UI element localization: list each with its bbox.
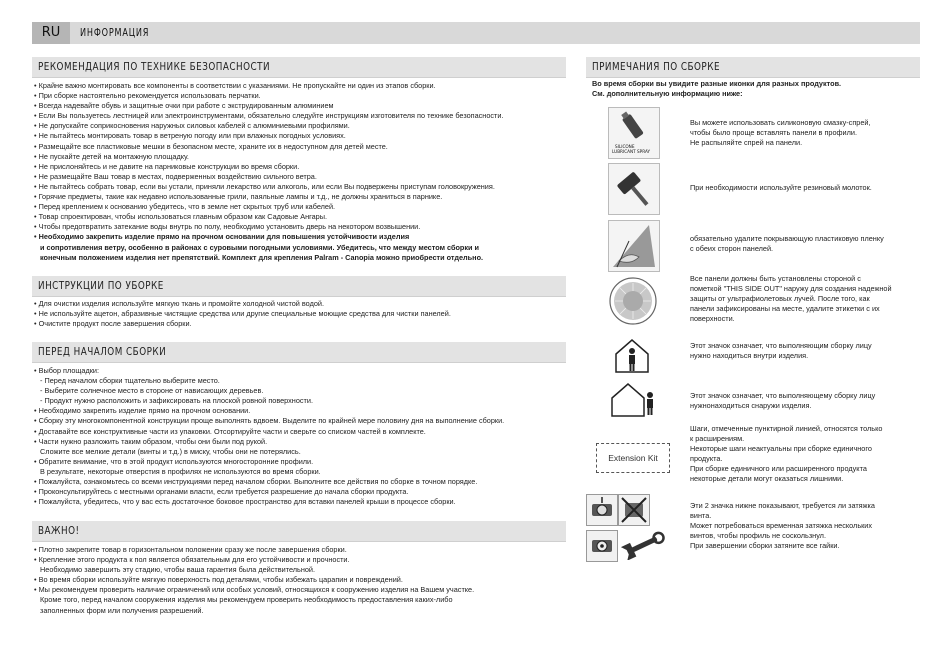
safety-item: • Товар спроектирован, чтобы использоваться главным образом как Садовые Ангары. — [34, 212, 504, 222]
important-section-header — [32, 521, 566, 542]
before-list — [34, 366, 504, 507]
safety-item: • Не допускайте соприкосновения наружных силовых кабелей с алюминиевыми профилями. — [34, 121, 504, 131]
safety-item: • При сборке настоятельно рекомендуется использовать перчатки. — [34, 91, 504, 101]
page-title: ИНФОРМАЦИЯ — [80, 26, 150, 39]
notes-section-header — [586, 57, 920, 78]
important-item: • Мы рекомендуем проверить наличие ограничений или особых условий, относящихся к сооружению изделия на Вашем участке. — [34, 585, 474, 595]
note-outside-text — [690, 391, 920, 411]
note-line: продукта. — [690, 454, 723, 463]
safety-item: • Если Вы пользуетесь лестницей или электроинструментами, обязательно следуйте инструкциям изготовителя по технике безопасности. — [34, 111, 504, 121]
note-line: При завершении сборки затяните все гайки. — [690, 541, 840, 550]
important-item: • Плотно закрепите товар в горизонтальном положении сразу же после завершения сборки. — [34, 545, 474, 555]
person-inside-icon — [612, 336, 652, 376]
safety-item: • Перед креплением к основанию убедитесь, что в земле нет скрытых труб или кабелей. — [34, 202, 504, 212]
safety-item: • Чтобы предотвратить затекание воды внутрь по полу, необходимо установить дверь на некотором возвышении. — [34, 222, 504, 232]
note-extension-text — [690, 424, 920, 484]
note-line: винта. — [690, 511, 712, 520]
before-item: - Выберите солнечное место в стороне от нависающих деревьев. — [40, 386, 264, 396]
safety-warning-line: конечным положением изделия нет препятствий. Комплект для крепления Palram - Canopia можно приобрести отдельно. — [40, 252, 484, 262]
cleaning-item: • Очистите продукт после завершения сборки. — [34, 319, 451, 329]
note-line: некоторые детали могут оказаться лишними. — [690, 474, 844, 483]
important-item: • Во время сборки используйте мягкую поверхность под деталями, чтобы избежать царапин и повреждений. — [34, 575, 474, 585]
cleaning-section-header — [32, 276, 566, 297]
safety-item: • Не пытайтесь собрать товар, если вы устали, приняли лекарство или алкоголь, или если Вы подвержены приступам головокружения. — [34, 182, 504, 192]
safety-item: • Не пускайте детей на монтажную площадку. — [34, 152, 504, 162]
safety-section-header — [32, 57, 566, 78]
note-line: к расширениям. — [690, 434, 745, 443]
note-line: При сборке единичного или расширенного продукта — [690, 464, 867, 473]
notes-intro-line: Во время сборки вы увидите разные иконки для разных продуктов. — [592, 79, 842, 88]
note-line: Не распыляйте спрей на панели. — [690, 138, 803, 147]
important-section-title: ВАЖНО! — [38, 524, 80, 537]
important-item: заполненных форм или получения разрешений. — [40, 605, 204, 615]
note-line: нужнонаходиться снаружи изделия. — [690, 401, 812, 410]
note-line: Все панели должны быть установлены стороной с — [690, 274, 861, 283]
notes-section-title: ПРИМЕЧАНИЯ ПО СБОРКЕ — [592, 60, 720, 73]
note-spray-text — [690, 118, 920, 148]
before-section-header — [32, 342, 566, 363]
note-line: Некоторые шаги неактуальны при сборке единичного — [690, 444, 872, 453]
header-bar — [32, 22, 920, 44]
safety-item: • Размещайте все пластиковые мешки в безопасном месте, храните их в недоступном для детей месте. — [34, 142, 504, 152]
note-line: Шаги, отмеченные пунктирной линией, относятся только — [690, 424, 883, 433]
safety-list — [34, 81, 504, 263]
extension-kit-badge: Extension Kit — [596, 443, 670, 473]
before-item: • Пожалуйста, ознакомьтесь со всеми инструкциями перед началом сборки. Выполните все действия по сборке в точном порядке. — [34, 477, 504, 487]
note-line: нужно находиться внутри изделия. — [690, 351, 809, 360]
note-line: поверхности. — [690, 314, 735, 323]
safety-item: • Не пытайтесь монтировать товар в ветреную погоду или при влажных погодных условиях. — [34, 131, 504, 141]
safety-item: • Не прислоняйтесь и не давите на парниковые конструкции во время сборки. — [34, 162, 504, 172]
note-line: с обеих сторон панелей. — [690, 244, 774, 253]
note-line: Эти 2 значка нижне показывают, требуется ли затяжка — [690, 501, 875, 510]
person-outside-icon — [610, 380, 658, 420]
before-item: • Проконсультируйтесь с местными органами власти, если требуется разрешение до начала сборки продукта. — [34, 487, 504, 497]
safety-warning-line: • Необходимо закрепить изделие прямо на прочном основании для повышения устойчивости изделия — [34, 232, 504, 242]
note-line: Вы можете использовать силиконовую смазку-спрей, — [690, 118, 871, 127]
silicone-spray-icon — [608, 107, 660, 159]
note-inside-text — [690, 341, 920, 361]
before-item: Сложите все мелкие детали (винты и т.д.) в миску, чтобы они не потерялись. — [40, 446, 301, 456]
notes-intro-line: См. дополнительную информацию ниже: — [592, 89, 743, 98]
wrench-icon — [618, 530, 666, 560]
no-wrench-icon — [618, 494, 650, 526]
spray-label-line: SILICONE — [615, 144, 635, 149]
cleaning-item: • Для очистки изделия используйте мягкую ткань и промойте холодной чистой водой. — [34, 299, 451, 309]
safety-item: • Крайне важно монтировать все компоненты в соответствии с указаниями. Не пропускайте ни один из этапов сборки. — [34, 81, 504, 91]
before-section-title: ПЕРЕД НАЧАЛОМ СБОРКИ — [38, 345, 167, 358]
sun-uv-icon — [608, 276, 658, 326]
cleaning-item: • Не используйте ацетон, абразивные чистящие средства или другие специальные моющие средства для чистки панелей. — [34, 309, 451, 319]
note-line: пометкой "THIS SIDE OUT" наружу для создания надежной — [690, 284, 892, 293]
before-item: • Обратите внимание, что в этой продукт используются многосторонние профили. — [34, 457, 504, 467]
note-mallet-text — [690, 183, 920, 193]
before-item: • Доставайте все конструктивные части из упаковки. Отсортируйте части и сверьте со списком частей в комплекте. — [34, 427, 504, 437]
note-line: Может потребоваться временная затяжка нескольких — [690, 521, 873, 530]
safety-warning-line: и сопротивления ветру, особенно в районах с суровыми погодными условиями. Убедитесь, что между местом сборки и — [40, 242, 480, 252]
screw-loose-icon — [586, 494, 618, 526]
safety-section-title: РЕКОМЕНДАЦИЯ ПО ТЕХНИКЕ БЕЗОПАСНОСТИ — [38, 60, 271, 73]
rubber-mallet-icon — [608, 163, 660, 215]
peel-film-icon — [608, 220, 660, 272]
before-item: - Перед началом сборки тщательно выберите место. — [40, 376, 220, 386]
note-film-text — [690, 234, 920, 254]
screw-tight-icon — [586, 530, 618, 562]
cleaning-section-title: ИНСТРУКЦИИ ПО УБОРКЕ — [38, 279, 164, 292]
before-item: • Необходимо закрепить изделие прямо на прочном основании. — [34, 406, 504, 416]
before-item: • Части нужно разложить таким образом, чтобы они были под рукой. — [34, 437, 504, 447]
note-line: Этот значок означает, что выполняющему сборку лицу — [690, 391, 876, 400]
note-line: защиты от ультрафиолетовых лучей. После того, как — [690, 294, 870, 303]
note-line: Этот значок означает, что выполняющим сборку лицу — [690, 341, 872, 350]
cleaning-list — [34, 299, 451, 329]
note-line: обязательно удалите покрывающую пластиковую пленку — [690, 234, 884, 243]
important-list — [34, 545, 474, 616]
note-uv-text — [690, 274, 920, 324]
language-badge: RU — [32, 22, 70, 44]
notes-intro — [592, 79, 912, 99]
spray-label-line: LUBRICANT SPRAY — [612, 149, 651, 154]
before-item: • Выбор площадки: — [34, 366, 504, 376]
before-item: • Сборку эту многокомпонентной конструкции проще выполнять вдвоем. Выделите по крайней мере половину дня на выполнение сборки. — [34, 416, 504, 426]
before-item: • Пожалуйста, убедитесь, что у вас есть достаточное боковое пространство для вставки панелей крыши в процессе сборки. — [34, 497, 504, 507]
before-item: - Продукт нужно расположить и зафиксировать на плоской ровной поверхности. — [40, 396, 313, 406]
safety-item: • Всегда надевайте обувь и защитные очки при работе с экструдированным алюминием — [34, 101, 504, 111]
important-item: Кроме того, перед началом сооружения изделия мы рекомендуем проверить необходимость предоставления каких-либо — [40, 595, 453, 605]
note-line: панели зафиксированы на месте, удалите этикетки с их — [690, 304, 880, 313]
important-item: • Крепление этого продукта к пол является обязательным для его устойчивости и прочности. — [34, 555, 474, 565]
note-line: чтобы было проще вставлять панели в профили. — [690, 128, 857, 137]
note-screw-text — [690, 501, 920, 551]
safety-item: • Не размещайте Ваш товар в местах, подверженных воздействию сильного ветра. — [34, 172, 504, 182]
note-line: винтов, чтобы профиль не соскользнул. — [690, 531, 826, 540]
safety-item: • Горячие предметы, такие как недавно использованные грили, паяльные лампы и т.д., не должны храниться в парнике. — [34, 192, 504, 202]
before-item: В результате, некоторые отверстия в профилях не используются во время сборки. — [40, 466, 321, 476]
note-line: При необходимости используйте резиновый молоток. — [690, 183, 872, 192]
important-item: Необходимо завершить эту стадию, чтобы ваша гарантия была действительной. — [40, 565, 316, 575]
